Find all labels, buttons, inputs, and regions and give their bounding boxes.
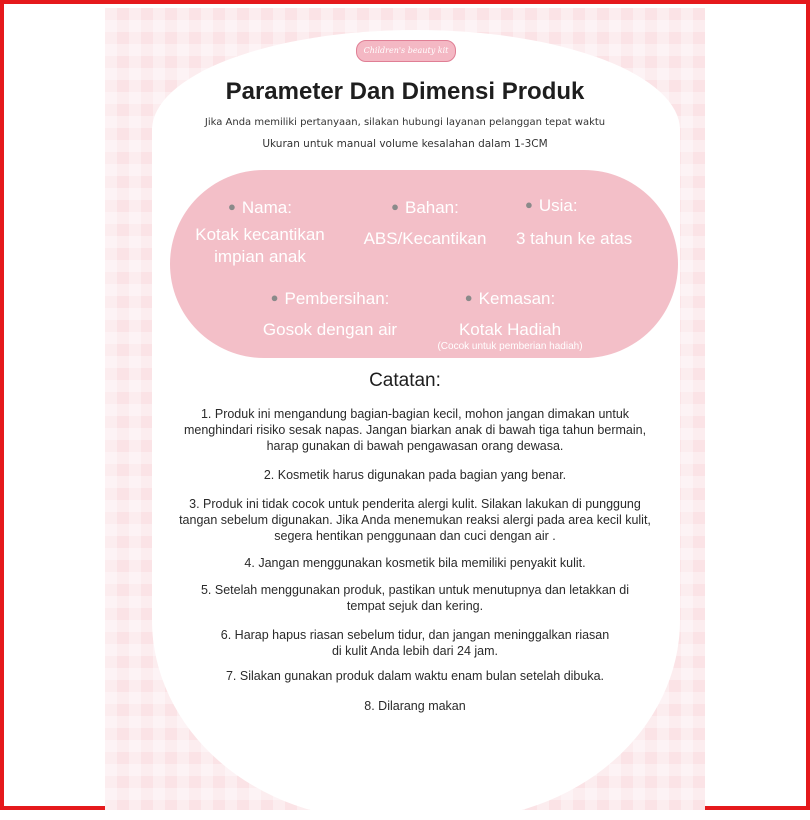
note-item (150, 406, 680, 454)
note-item (150, 627, 680, 659)
notes-heading: Catatan: (369, 370, 441, 391)
note-item (150, 582, 680, 614)
brand-logo (356, 40, 456, 62)
spec-value: ABS/Kecantikan (363, 229, 487, 248)
spec-usia (500, 196, 650, 250)
bullet-icon: ● (525, 197, 533, 212)
note-item (150, 668, 680, 684)
spec-pembersihan (245, 289, 415, 341)
note-item (150, 496, 680, 544)
spec-label: Usia: (538, 196, 578, 215)
bullet-icon: ● (270, 290, 279, 305)
note-line: 2. Kosmetik harus digunakan pada bagian yang benar. (263, 468, 567, 482)
page-subtitle: Jika Anda memiliki pertanyaan, silakan hubungi layanan pelanggan tepat waktu (204, 117, 606, 128)
note-item (150, 467, 680, 483)
spec-nama (180, 198, 340, 268)
note-line: 4. Jangan menggunakan kosmetik bila memiliki penyakit kulit. (244, 556, 586, 570)
spec-label: Pembersihan: (284, 289, 390, 308)
note-line: 5. Setelah menggunakan produk, pastikan untuk menutupnya dan letakkan di (200, 583, 630, 597)
spec-value: impian anak (214, 247, 306, 266)
note-line: tempat sejuk dan kering. (346, 599, 484, 613)
note-line: 6. Harap hapus riasan sebelum tidur, dan jangan meninggalkan riasan (220, 628, 610, 642)
spec-kemasan (410, 289, 610, 352)
bullet-icon: ● (391, 199, 399, 214)
spec-value: Kotak kecantikan (195, 225, 325, 244)
note-line: harap gunakan di bawah pengawasan orang dewasa. (266, 439, 564, 453)
spec-value: 3 tahun ke atas (516, 229, 633, 248)
bullet-icon: ● (464, 290, 473, 305)
spec-label: Nama: (241, 198, 292, 217)
note-item (150, 698, 680, 714)
bullet-icon: ● (228, 199, 236, 214)
spec-value: Kotak Hadiah (458, 320, 562, 339)
spec-bahan (345, 198, 505, 250)
spec-label: Bahan: (404, 198, 459, 217)
note-line: 3. Produk ini tidak cocok untuk penderita alergi kulit. Silakan lakukan di punggung (189, 497, 641, 511)
note-line: tangan sebelum digunakan. Jika Anda menemukan reaksi alergi pada area kecil kulit, (179, 513, 651, 527)
page-title: Parameter Dan Dimensi Produk (225, 78, 585, 105)
note-line: 8. Dilarang makan (364, 699, 466, 713)
size-note: Ukuran untuk manual volume kesalahan dalam 1-3CM (262, 138, 548, 150)
note-line: 7. Silakan gunakan produk dalam waktu enam bulan setelah dibuka. (225, 669, 605, 683)
spec-note: (Cocok untuk pemberian hadiah) (437, 341, 583, 352)
note-line: segera hentikan penggunaan dan cuci dengan air . (274, 529, 556, 543)
spec-label: Kemasan: (478, 289, 556, 308)
brand-text: Children's beauty kit (363, 46, 449, 55)
note-line: di kulit Anda lebih dari 24 jam. (331, 644, 499, 658)
spec-value: Gosok dengan air (262, 320, 398, 339)
note-line: 1. Produk ini mengandung bagian-bagian kecil, mohon jangan dimakan untuk (200, 407, 630, 421)
note-line: menghindari risiko sesak napas. Jangan biarkan anak di bawah tiga tahun bermain, (183, 423, 647, 437)
note-item (150, 555, 680, 571)
